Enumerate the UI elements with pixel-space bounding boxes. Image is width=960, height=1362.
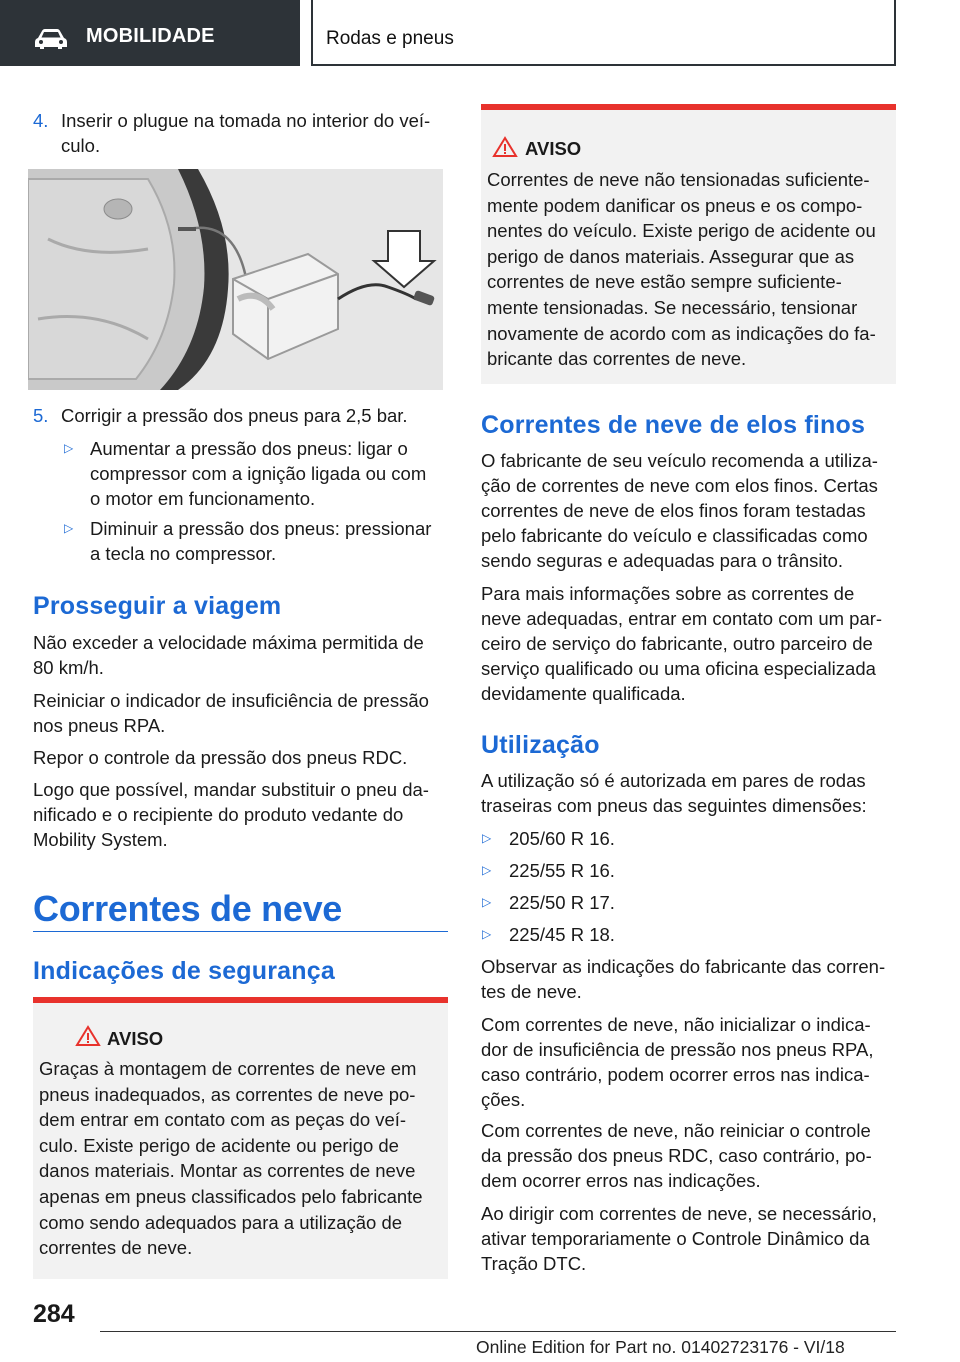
paragraph-line: Não exceder a velocidade máxima permitida de [33,632,424,653]
paragraph-line: O fabricante de seu veículo recomenda a utiliza- [481,450,878,471]
step-number: 5. [33,405,49,426]
warning-line: Correntes de neve não tensionadas suficiente- [487,169,870,190]
warning-triangle-icon [75,1025,101,1047]
paragraph-utilizacao-4 [481,1118,896,1193]
step-text: Corrigir a pressão dos pneus para 2,5 bar. [61,405,408,426]
compressor-illustration [28,169,443,390]
warning-line: mente podem danificar os pneus e os compo- [487,194,863,216]
paragraph-line: traseiras com pneus das seguintes dimensões: [481,795,867,816]
paragraph-line: da pressão dos pneus RDC, caso contrário, po- [481,1145,872,1166]
warning-line: correntes de neve estão sempre suficiente- [487,271,842,293]
paragraph-line: serviço qualificado ou uma oficina especializada [481,658,876,679]
footer-rule [100,1331,896,1332]
warning-line: nentes do veículo. Existe perigo de acidente ou [487,220,876,242]
paragraph-line: devidamente qualificada. [481,683,686,704]
triangle-bullet-icon: ▷ [482,831,492,845]
paragraph-elos-finos-1 [481,448,896,573]
paragraph-elos-finos-2 [481,581,896,706]
paragraph-utilizacao-2 [481,954,896,1004]
bullet-text-line: Diminuir a pressão dos pneus: pressionar [90,518,432,539]
warning-line: Graças à montagem de correntes de neve em [39,1058,417,1079]
warning-line: bricante das correntes de neve. [487,348,747,370]
step-number: 4. [33,110,49,131]
paragraph-line: tes de neve. [481,981,582,1002]
triangle-bullet-icon: ▷ [64,441,74,455]
warning-line: correntes de neve. [39,1237,193,1259]
heading-prosseguir: Prosseguir a viagem [33,592,282,620]
tire-compressor-drawing [28,169,443,390]
paragraph-line: correntes de neve de elos finos foram testadas [481,500,866,521]
warning-title: AVISO [525,138,582,159]
paragraph-line: Com correntes de neve, não reiniciar o controle [481,1120,871,1141]
section-title: MOBILIDADE [86,25,215,47]
chapter-title: Correntes de neve [33,888,343,929]
warning-body [39,1056,423,1261]
paragraph-line: Com correntes de neve, não inicializar o indica- [481,1014,871,1035]
header-subsection [311,0,896,66]
paragraph-line: caso contrário, podem ocorrer erros nas indica- [481,1064,870,1085]
paragraph-line: A utilização só é autorizada em pares de rodas [481,770,866,791]
warning-line: pneus inadequados, as correntes de neve po- [39,1083,416,1105]
subsection-title: Rodas e pneus [326,28,454,49]
bullet-text-line: o motor em funcionamento. [90,488,316,509]
heading-elos-finos: Correntes de neve de elos finos [481,411,866,439]
warning-line: danos materiais. Montar as correntes de neve [39,1160,416,1182]
warning-title: AVISO [107,1028,164,1049]
tire-size-item: 205/60 R 16. [509,828,615,849]
bullet-text-line: compressor com a ignição ligada ou com [90,463,427,484]
tire-size-item: 225/45 R 18. [509,924,615,945]
triangle-bullet-icon: ▷ [482,927,492,941]
paragraph-line: dor de insuficiência de pressão nos pneus RPA, [481,1039,874,1060]
paragraph-line: nificado e o recipiente do produto vedante do [33,804,404,825]
warning-line: dem entrar em contato com as peças do veí- [39,1109,407,1131]
heading-utilizacao: Utilização [481,731,600,759]
paragraph-line: Para mais informações sobre as correntes de [481,583,855,604]
paragraph-line: pelo fabricante do veículo e classificadas como [481,525,868,546]
paragraph-line: Observar as indicações do fabricante das corren- [481,956,886,977]
step-text-line: Inserir o plugue na tomada no interior do veí- [61,110,431,131]
warning-line: mente tensionadas. Se necessário, tensionar [487,296,858,318]
paragraph-line: ativar temporariamente o Controle Dinâmico da [481,1228,870,1249]
paragraph-line: ções. [481,1089,526,1110]
paragraph-line: dem ocorrer erros nas indicações. [481,1170,761,1191]
triangle-bullet-icon: ▷ [482,863,492,877]
warning-line: culo. Existe perigo de acidente ou perigo de [39,1134,399,1156]
paragraph-line: Logo que possível, mandar substituir o pneu da- [33,779,429,800]
warning-line: apenas em pneus classificados pelo fabricante [39,1185,423,1207]
warning-line: como sendo adequados para a utilização de [39,1211,403,1233]
warning-triangle-icon [492,136,518,158]
paragraph-line: 80 km/h. [33,657,104,678]
car-icon [34,28,68,50]
triangle-bullet-icon: ▷ [482,895,492,909]
edition-note: Online Edition for Part no. 01402723176 - VI/18 [476,1337,845,1357]
paragraph-line: Repor o controle da pressão dos pneus RDC. [33,747,408,768]
tire-size-item: 225/50 R 17. [509,892,615,913]
step-text-line: culo. [61,135,101,156]
paragraph-line: Ao dirigir com correntes de neve, se necessário, [481,1203,877,1224]
paragraph-line: Reiniciar o indicador de insuficiência de pressão [33,690,429,711]
paragraph-line: nos pneus RPA. [33,715,166,736]
paragraph-utilizacao-1 [481,768,896,818]
chapter-rule [33,931,448,932]
page-number: 284 [33,1300,75,1328]
paragraph-utilizacao-3 [481,1012,896,1112]
warning-body [487,167,876,372]
paragraph-line: neve adequadas, entrar em contato com um par- [481,608,883,629]
warning-line: novamente de acordo com as indicações do fa- [487,322,876,344]
header-section-tab [0,0,300,66]
bullet-text-line: Aumentar a pressão dos pneus: ligar o [90,438,408,459]
paragraph-line: ção de correntes de neve com elos finos. Certas [481,475,878,496]
paragraph-line: sendo seguras e adequadas para o trânsito. [481,550,844,571]
warning-box-left [33,997,448,1279]
paragraph-utilizacao-5 [481,1201,896,1276]
paragraph-line: ceiro de serviço do fabricante, outro parceiro de [481,633,873,654]
tire-size-item: 225/55 R 16. [509,860,615,881]
heading-seguranca: Indicações de segurança [33,957,335,985]
warning-line: perigo de danos materiais. Assegurar que as [487,245,855,267]
paragraph-line: Tração DTC. [481,1253,587,1274]
bullet-text-line: a tecla no compressor. [90,543,277,564]
triangle-bullet-icon: ▷ [64,521,74,535]
paragraph-line: Mobility System. [33,829,168,850]
warning-box-right [481,104,896,384]
